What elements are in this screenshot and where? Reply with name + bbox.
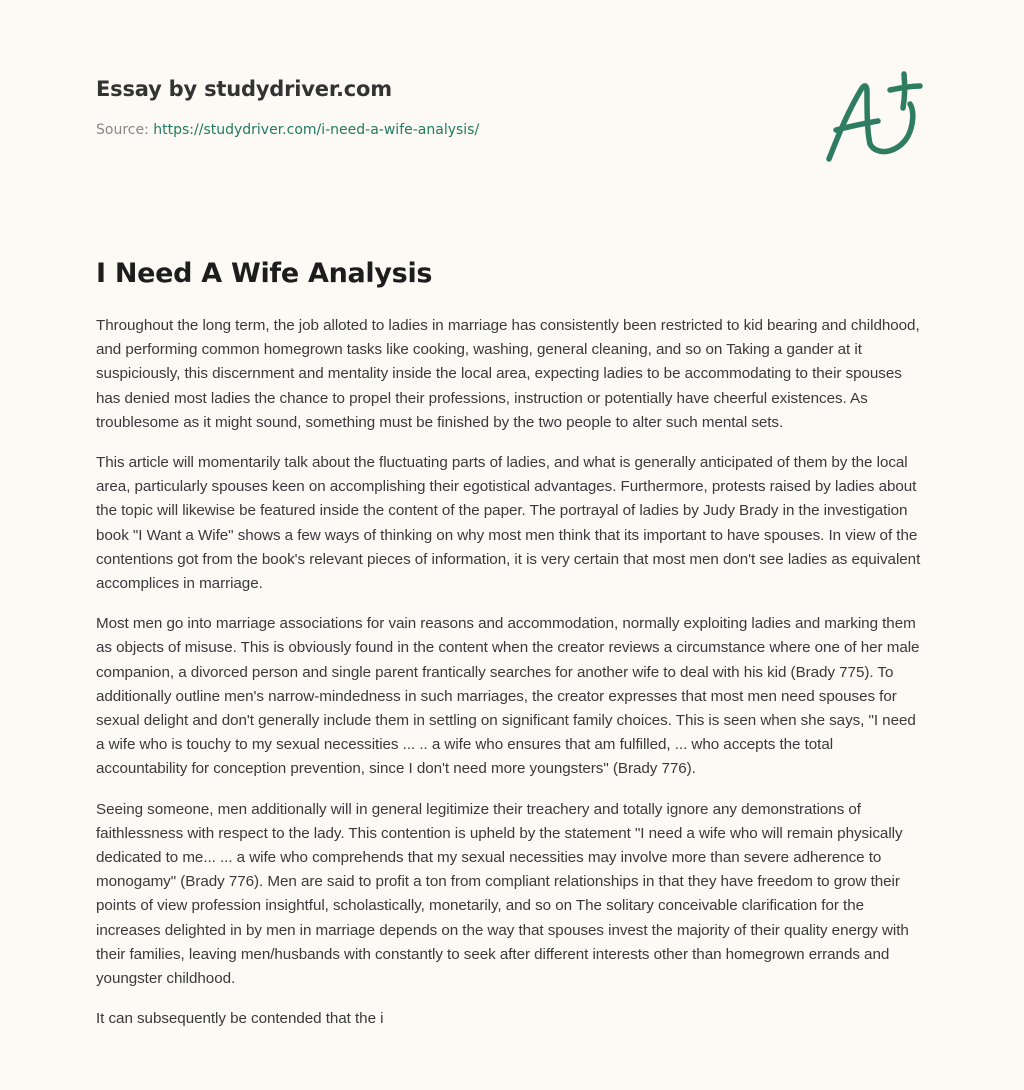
essay-body xyxy=(96,314,928,1047)
a-plus-grade-icon xyxy=(820,66,930,166)
source-link[interactable]: https://studydriver.com/i-need-a-wife-analysis/ xyxy=(153,122,480,138)
essay-paragraph: Throughout the long term, the job alloted to ladies in marriage has consistently been restricted to kid bearing and childhood, and performing common homegrown tasks like cooking, washing, general cleaning, and so on Taking a gander at it suspiciously, this discernment and mentality inside the local area, expecting ladies to be accommodating to their spouses has denied most ladies the chance to propel their professions, instruction or potentially have cheerful existences. As troublesome as it might sound, something must be finished by the two people to alter such mental sets. xyxy=(96,317,920,431)
essay-paragraph: Most men go into marriage associations for vain reasons and accommodation, normally exploiting ladies and marking them as objects of misuse. This is obviously found in the content when the creator reviews a circumstance where one of her male companion, a divorced person and single parent frantically searches for another wife to deal with his kid (Brady 775). To additionally outline men's narrow-mindedness in such marriages, the creator expresses that most men need spouses for sexual delight and don't generally include them in settling on significant family choices. This is seen when she says, "I need a wife who is touchy to my sexual necessities ... .. a wife who ensures that am fulfilled, ... who accepts the total accountability for conception prevention, since I don't need more youngsters" (Brady 776). xyxy=(96,615,920,778)
essay-paragraph-truncated: It can subsequently be contended that the i xyxy=(96,1010,384,1028)
essay-paragraph: Seeing someone, men additionally will in general legitimize their treachery and totally ignore any demonstrations of faithlessness with respect to the lady. This contention is upheld by the statement "I need a wife who will remain physically dedicated to me... ... a wife who comprehends that my sexual necessities may involve more than severe adherence to monogamy" (Brady 776). Men are said to profit a ton from compliant relationships in that they have freedom to grow their points of view profession insightful, scholastically, monetarily, and so on The solitary conceivable clarification for the increases delighted in by men in marriage depends on the way that spouses invest the majority of their quality energy with their families, leaving men/husbands with constantly to seek after different interests other than homegrown errands and youngster childhood. xyxy=(96,800,909,988)
site-title: Essay by studydriver.com xyxy=(96,77,392,101)
essay-title: I Need A Wife Analysis xyxy=(96,258,433,289)
page-header xyxy=(96,74,926,140)
essay-paragraph: This article will momentarily talk about the fluctuating parts of ladies, and what is generally anticipated of them by the local area, particularly spouses keen on accomplishing their egotistical advantages. Furthermore, protests raised by ladies about the topic will likewise be featured inside the content of the paper. The portrayal of ladies by Judy Brady in the investigation book "I Want a Wife" shows a few ways of thinking on why most men think that its important to have spouses. In view of the contentions got from the book's relevant pieces of information, it is very certain that most men don't see ladies as equivalent accomplices in marriage. xyxy=(96,454,921,593)
source-label: Source: xyxy=(96,122,154,138)
source-line xyxy=(96,120,926,140)
